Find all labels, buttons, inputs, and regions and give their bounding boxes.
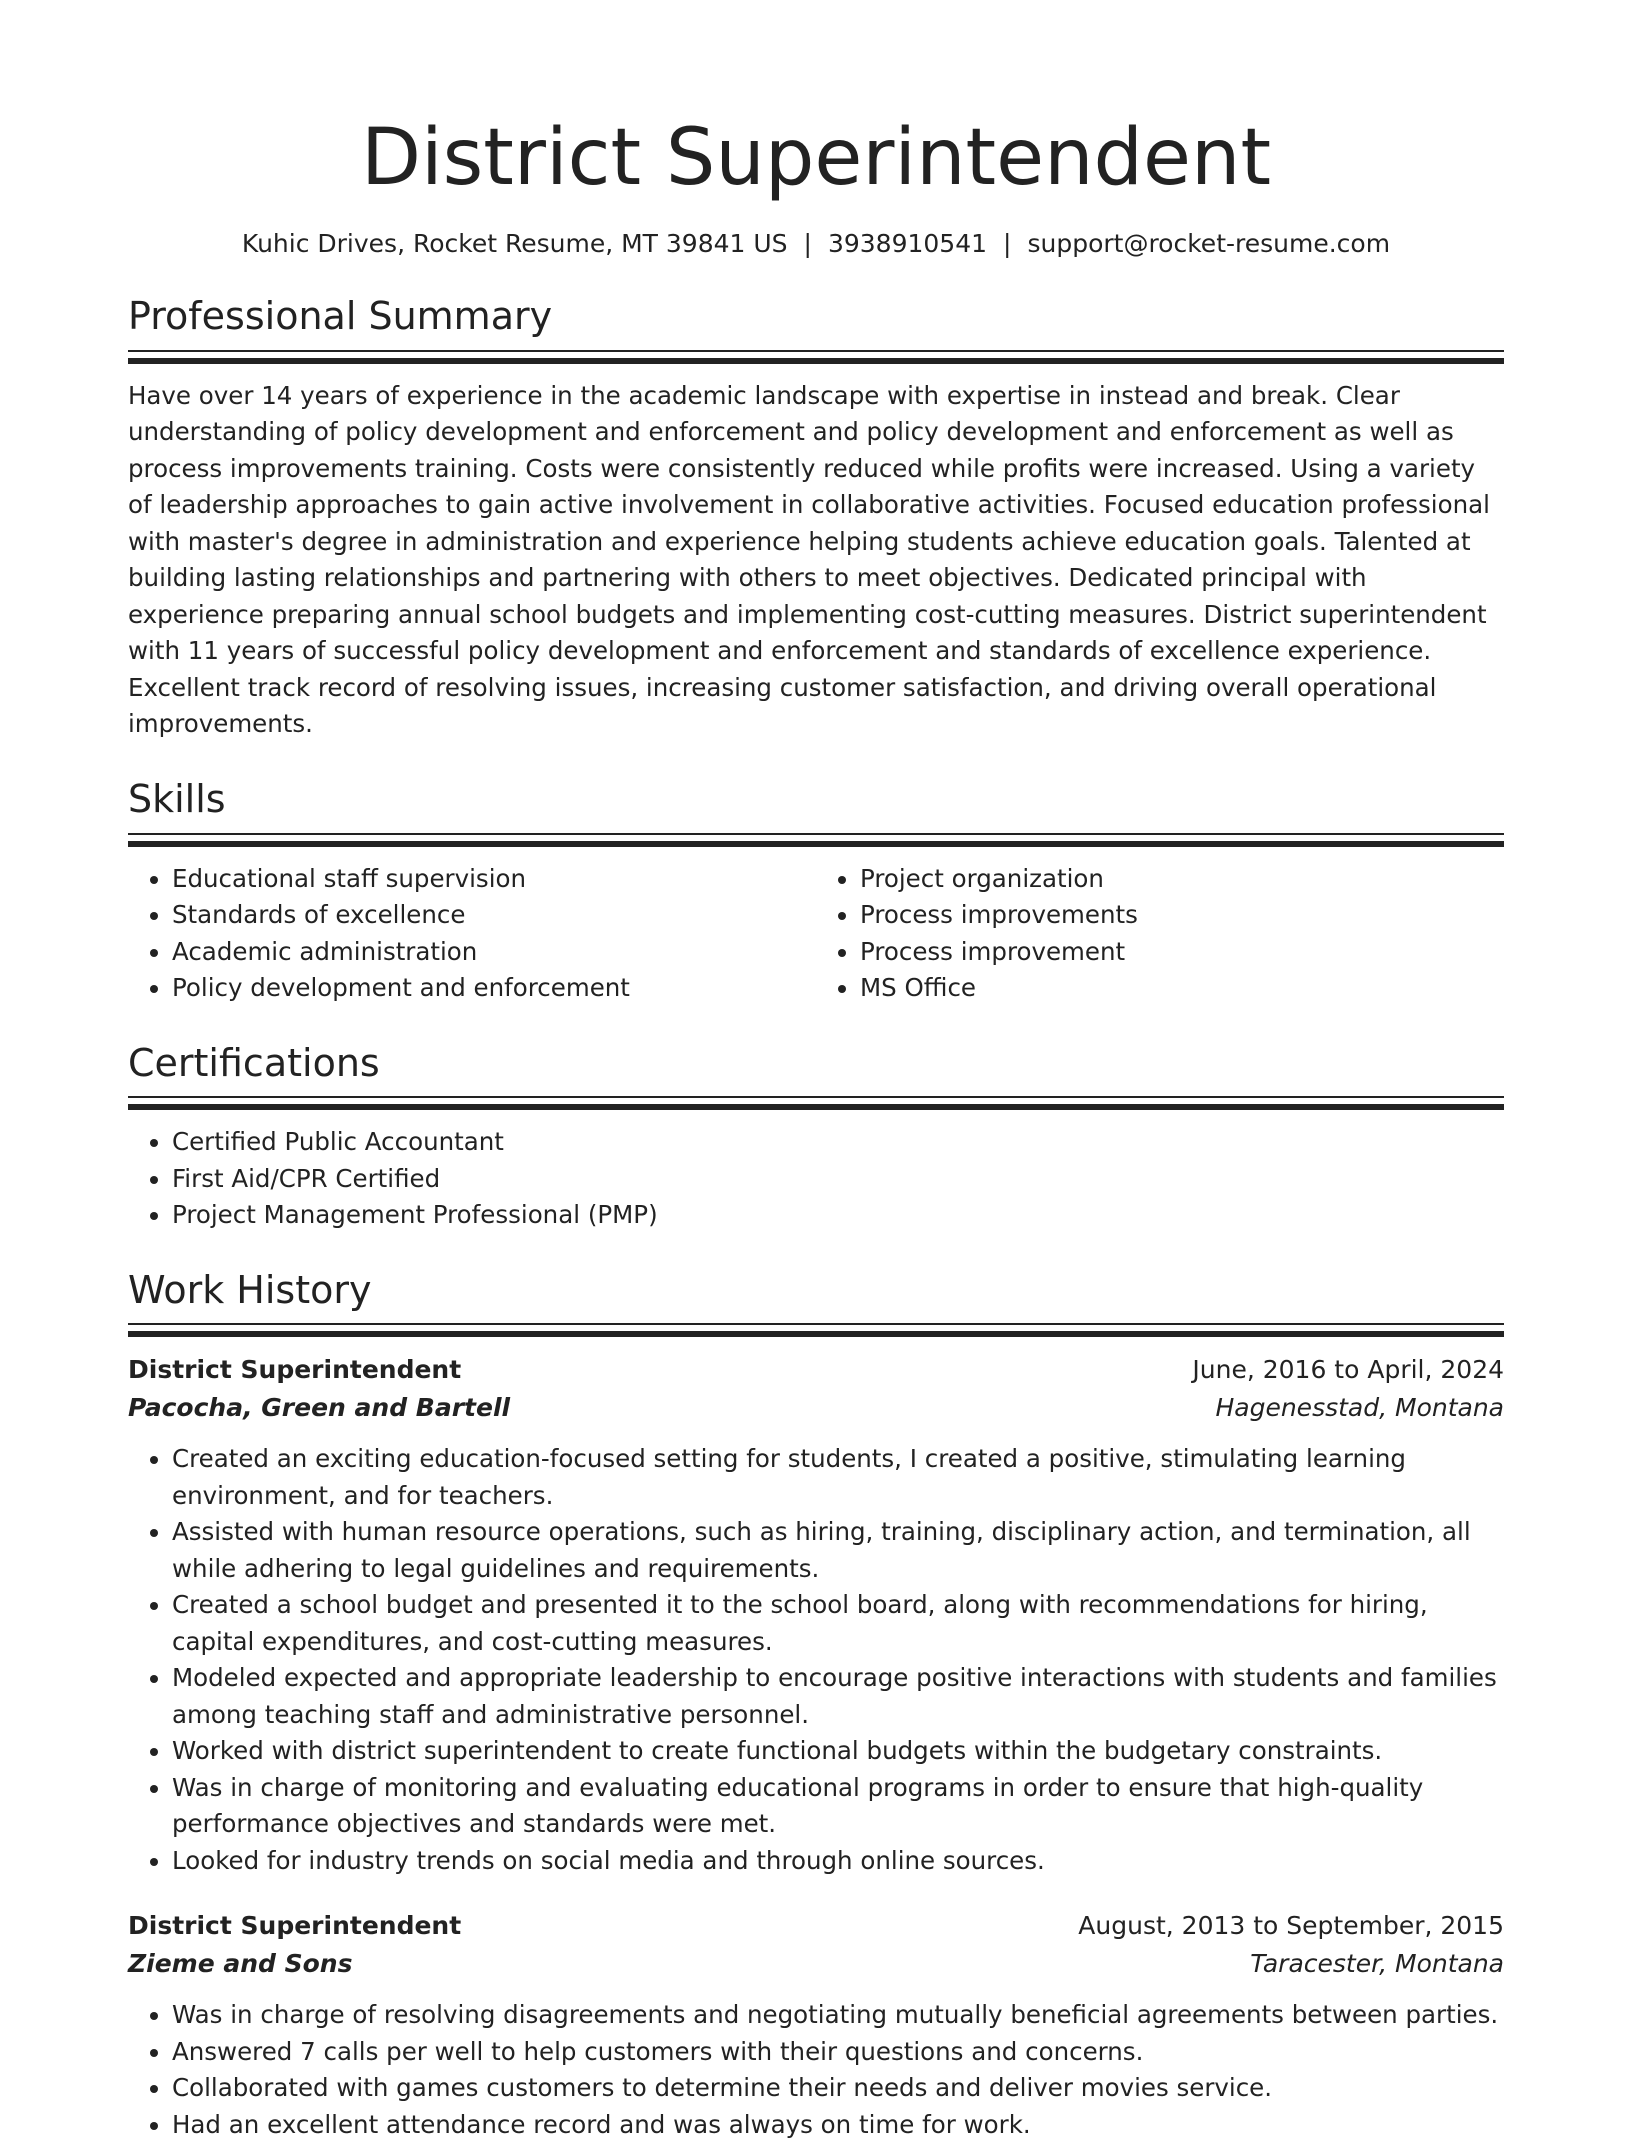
section-divider bbox=[128, 1323, 1504, 1337]
skill-item: • Educational staff supervision bbox=[172, 861, 816, 898]
job-company-row bbox=[128, 1945, 1504, 1983]
contact-separator: | bbox=[803, 228, 812, 258]
contact-line bbox=[128, 228, 1504, 261]
job-company: Pacocha, Green and Bartell bbox=[128, 1393, 511, 1423]
resume-name: District Superintendent bbox=[360, 113, 1272, 203]
certification-item: • First Aid/CPR Certified bbox=[172, 1161, 1504, 1198]
job-bullet: • Had an excellent attendance record and was always on time for work. bbox=[172, 2107, 1504, 2143]
job-bullet: • Created an exciting education-focused setting for students, I created a positive, stimulating learning environment, and for teachers. bbox=[172, 1441, 1504, 1514]
work-history-section bbox=[128, 1268, 1504, 2143]
job-title: District Superintendent bbox=[128, 1911, 462, 1941]
contact-phone: 3938910541 bbox=[827, 228, 988, 258]
skills-section bbox=[128, 777, 1504, 1007]
skill-item: • Process improvements bbox=[860, 897, 1504, 934]
job-dates: June, 2016 to April, 2024 bbox=[1192, 1355, 1504, 1385]
job-entry bbox=[128, 1351, 1504, 1879]
job-bullet: • Worked with district superintendent to create functional budgets within the budgetary constraints. bbox=[172, 1733, 1504, 1770]
job-entry bbox=[128, 1907, 1504, 2143]
summary-text: Have over 14 years of experience in the academic landscape with expertise in instead and break. Clear understanding of policy development and enforcement and policy development and enforcement as well as process improvements training. Costs were consistently reduced while profits were increased. Using a variety of leadership approaches to gain active involvement in collaborative activities. Focused education professional with master's degree in administration and experience helping students achieve education goals. Talented at building lasting relationships and partnering with others to meet objectives. Dedicated principal with experience preparing annual school budgets and implementing cost-cutting measures. District superintendent with 11 years of successful policy development and enforcement and standards of excellence experience. Excellent track record of resolving issues, increasing customer satisfaction, and driving overall operational improvements. bbox=[128, 380, 1490, 739]
skills-heading: Skills bbox=[128, 776, 226, 821]
skill-item: • Policy development and enforcement bbox=[172, 970, 816, 1007]
summary-heading: Professional Summary bbox=[128, 294, 553, 339]
job-location: Taracester, Montana bbox=[1250, 1949, 1504, 1979]
job-bullets bbox=[128, 1441, 1504, 1879]
job-bullet: • Assisted with human resource operations, such as hiring, training, disciplinary action, and termination, all while adhering to legal guidelines and requirements. bbox=[172, 1514, 1504, 1587]
section-divider bbox=[128, 350, 1504, 364]
work-history-heading: Work History bbox=[128, 1267, 372, 1312]
skill-item: • Project organization bbox=[860, 861, 1504, 898]
certification-item: • Certified Public Accountant bbox=[172, 1124, 1504, 1161]
job-dates: August, 2013 to September, 2015 bbox=[1078, 1911, 1504, 1941]
job-company: Zieme and Sons bbox=[128, 1949, 353, 1979]
skill-item: • Academic administration bbox=[172, 934, 816, 971]
job-header-row bbox=[128, 1907, 1504, 1945]
job-company-row bbox=[128, 1389, 1504, 1427]
certification-item: • Project Management Professional (PMP) bbox=[172, 1197, 1504, 1234]
section-divider bbox=[128, 833, 1504, 847]
certifications-section bbox=[128, 1041, 1504, 1234]
job-bullet: • Created a school budget and presented it to the school board, along with recommendations for hiring, capital expenditures, and cost-cutting measures. bbox=[172, 1587, 1504, 1660]
contact-separator: | bbox=[1003, 228, 1012, 258]
job-bullet: • Answered 7 calls per well to help customers with their questions and concerns. bbox=[172, 2034, 1504, 2071]
job-header-row bbox=[128, 1351, 1504, 1389]
job-bullets bbox=[128, 1997, 1504, 2143]
job-bullet: • Collaborated with games customers to determine their needs and deliver movies service. bbox=[172, 2070, 1504, 2107]
job-location: Hagenesstad, Montana bbox=[1215, 1393, 1504, 1423]
skills-list-left bbox=[128, 861, 816, 1007]
skills-grid bbox=[128, 861, 1504, 1007]
skill-item: • MS Office bbox=[860, 970, 1504, 1007]
skills-list-right bbox=[816, 861, 1504, 1007]
skill-item: • Standards of excellence bbox=[172, 897, 816, 934]
certifications-list bbox=[128, 1124, 1504, 1234]
section-divider bbox=[128, 1096, 1504, 1110]
job-bullet: • Looked for industry trends on social media and through online sources. bbox=[172, 1843, 1504, 1880]
job-bullet: • Was in charge of resolving disagreements and negotiating mutually beneficial agreements between parties. bbox=[172, 1997, 1504, 2034]
contact-address: Kuhic Drives, Rocket Resume, MT 39841 US bbox=[241, 228, 788, 258]
skill-item: • Process improvement bbox=[860, 934, 1504, 971]
job-title: District Superintendent bbox=[128, 1355, 462, 1385]
job-bullet: • Was in charge of monitoring and evaluating educational programs in order to ensure that high-quality performance objectives and standards were met. bbox=[172, 1770, 1504, 1843]
job-bullet: • Modeled expected and appropriate leadership to encourage positive interactions with students and families among teaching staff and administrative personnel. bbox=[172, 1660, 1504, 1733]
summary-section bbox=[128, 294, 1504, 743]
certifications-heading: Certifications bbox=[128, 1040, 380, 1085]
contact-email[interactable]: support@rocket-resume.com bbox=[1027, 228, 1391, 258]
